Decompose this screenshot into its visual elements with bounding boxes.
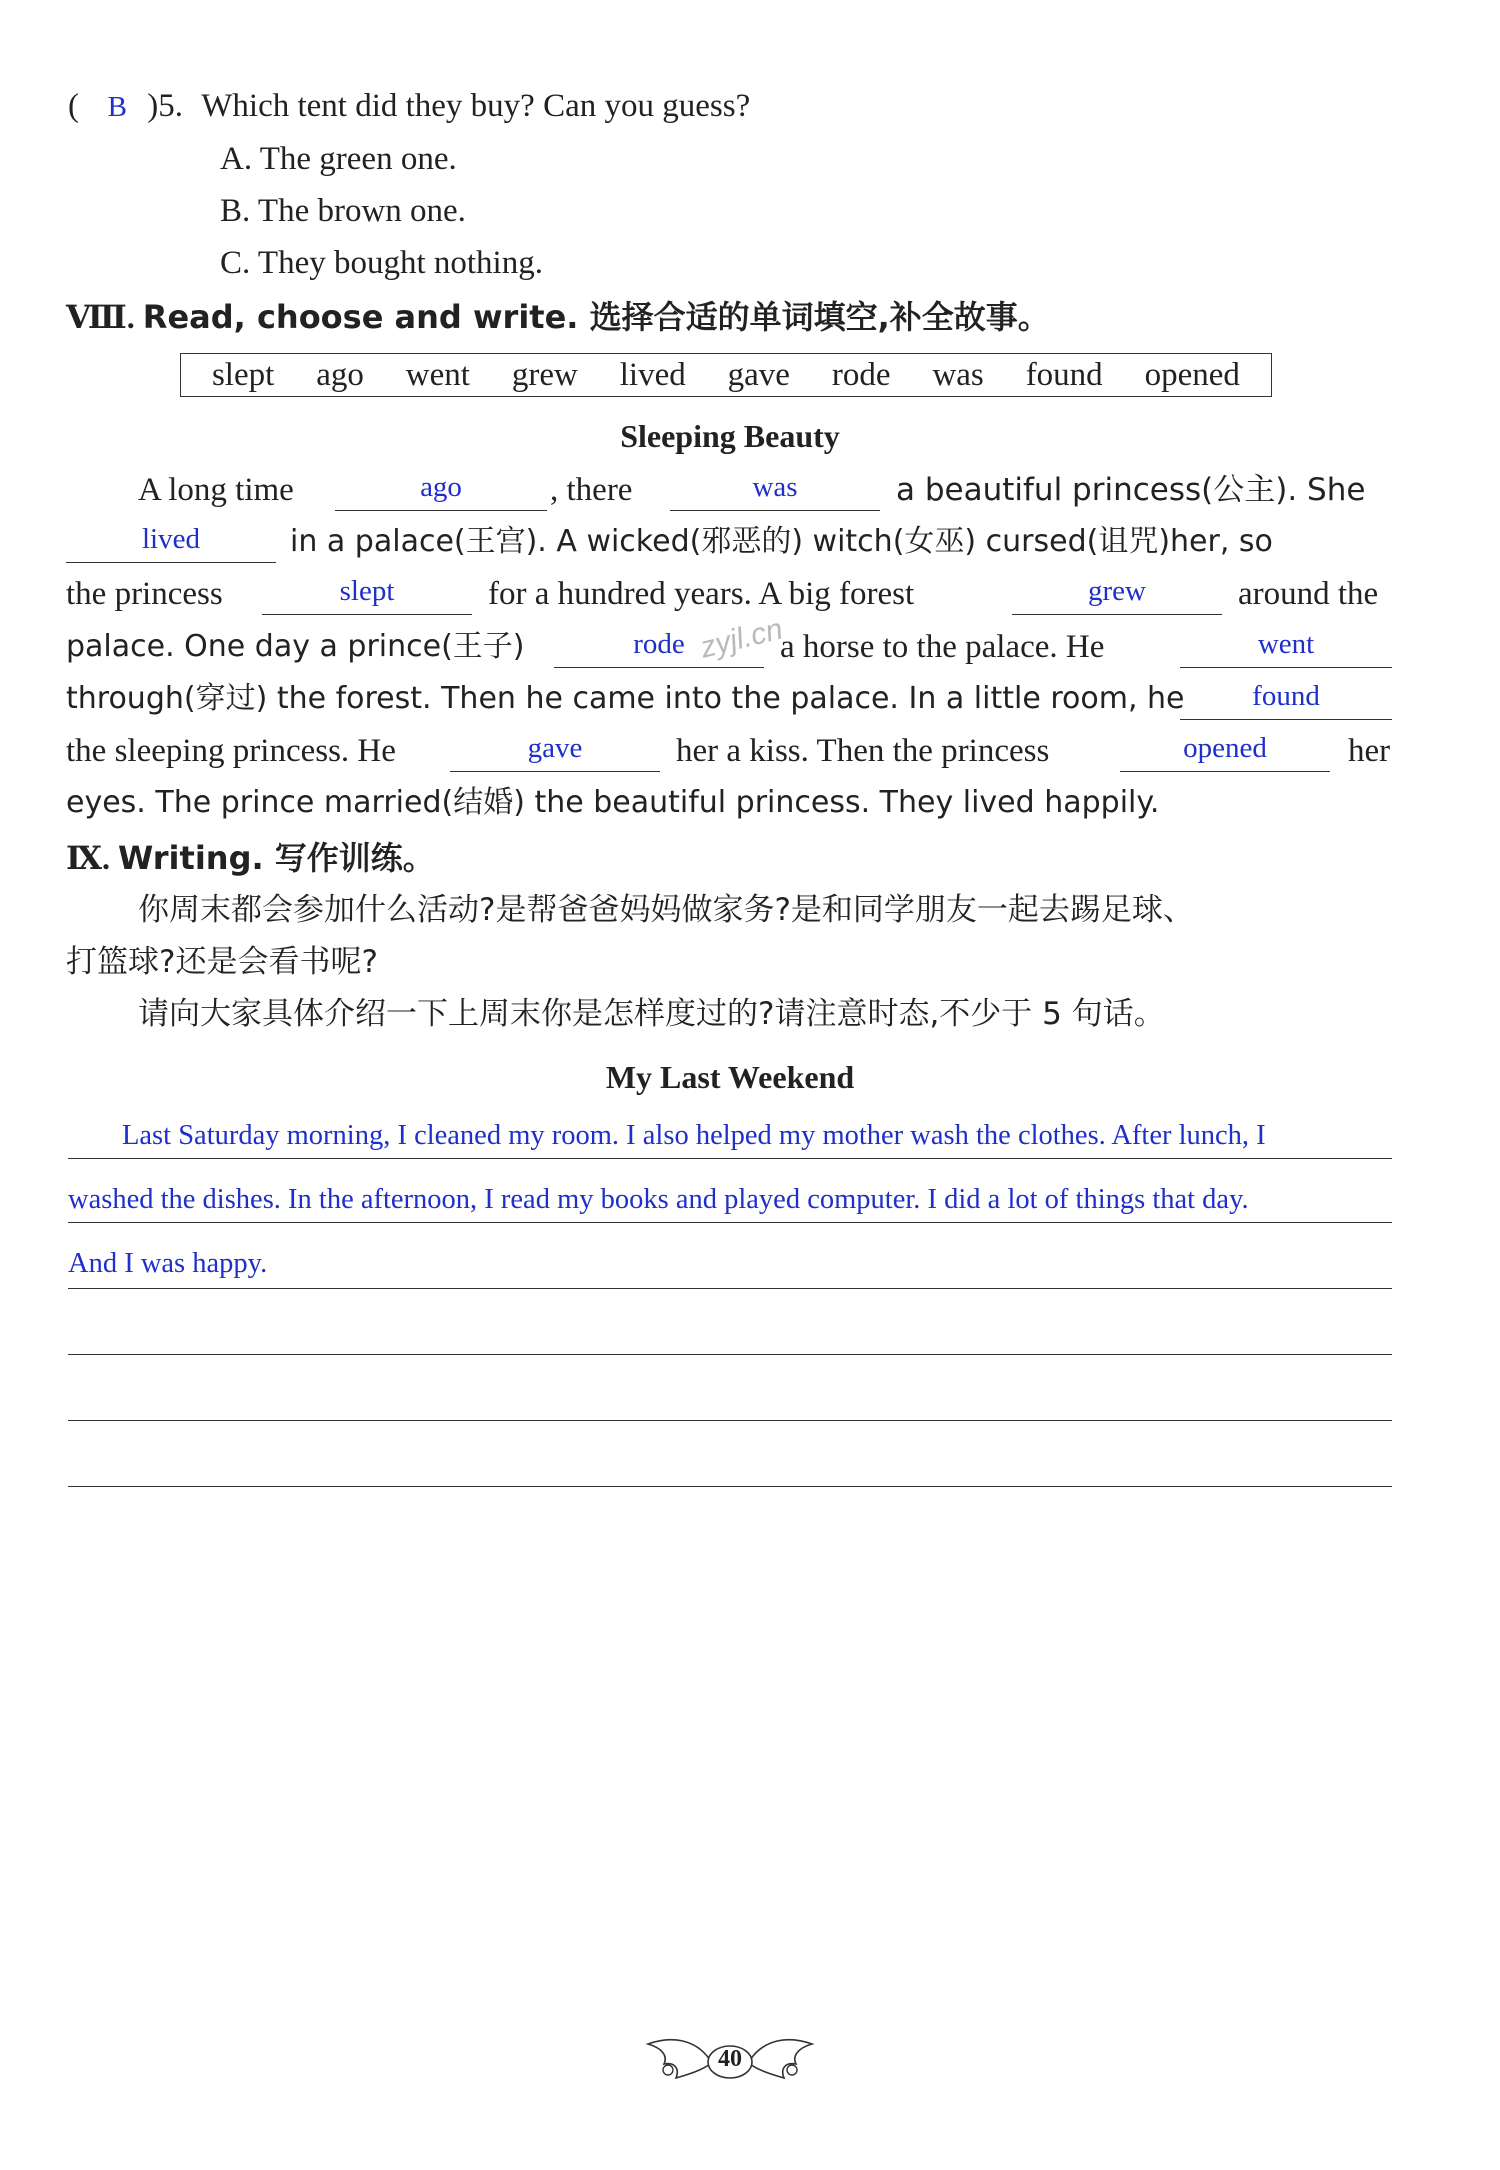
ruled-line [68, 1354, 1392, 1355]
word-bank-item: opened [1144, 356, 1240, 393]
writing-line: Last Saturday morning, I cleaned my room. I also helped my mother wash the clothes. After lunch, I [122, 1120, 1266, 1151]
ruled-line [68, 1158, 1392, 1159]
writing-prompt: 请向大家具体介绍一下上周末你是怎样度过的?请注意时态,不少于 5 句话。 [138, 996, 1165, 1032]
page-number-badge [640, 2028, 820, 2092]
story-text: her [1348, 733, 1391, 769]
blank-10 [1120, 725, 1330, 772]
story-text: a beautiful princess(公主). She [896, 472, 1366, 508]
writing-title: My Last Weekend [605, 1059, 855, 1095]
section-numeral: Ⅷ. [66, 299, 135, 335]
answer-blank-4: slept [339, 575, 395, 607]
answer-blank-8: found [1252, 680, 1320, 712]
ruled-line [68, 1222, 1392, 1223]
blank-3 [66, 516, 276, 563]
story-text: A long time [138, 472, 294, 508]
answer-blank-2: was [752, 471, 798, 503]
answer-blank-1: ago [420, 471, 462, 503]
question-text: Which tent did they buy? Can you guess? [201, 88, 751, 124]
answer-blank-7: went [1257, 628, 1315, 660]
answer-blank-3: lived [142, 523, 200, 555]
writing-prompt: 打篮球?还是会看书呢? [66, 944, 378, 980]
option-a: A. The green one. [220, 141, 457, 177]
writing-line: washed the dishes. In the afternoon, I read my books and played computer. I did a lot of things that day. [68, 1184, 1249, 1215]
question-number: )5. [147, 88, 183, 124]
section-8-heading [66, 297, 1050, 337]
answer-q5: B [107, 91, 127, 123]
word-bank-item: lived [619, 356, 686, 393]
word-bank-item: slept [211, 356, 275, 393]
story-text: for a hundred years. A big forest [488, 576, 915, 612]
story-text: the princess [66, 576, 223, 612]
blank-5 [1012, 568, 1222, 615]
ruled-line [68, 1288, 1392, 1289]
page-number: 40 [718, 2046, 742, 2072]
blank-2 [670, 464, 880, 511]
story-text: the sleeping princess. He [66, 733, 396, 769]
word-bank-item: found [1025, 356, 1103, 393]
ruled-line [68, 1486, 1392, 1487]
option-b: B. The brown one. [220, 193, 466, 229]
story-text: , there [550, 472, 633, 508]
word-bank-item: went [405, 356, 470, 393]
writing-prompt: 你周末都会参加什么活动?是帮爸爸妈妈做家务?是和同学朋友一起去踢足球、 [138, 892, 1194, 928]
word-bank-item: grew [511, 356, 578, 393]
story-text: a horse to the palace. He [780, 629, 1105, 665]
blank-1 [335, 464, 547, 511]
word-bank [180, 353, 1272, 397]
story-text: her a kiss. Then the princess [676, 733, 1050, 769]
paren-open: ( [68, 88, 79, 124]
story-text: palace. One day a prince(王子) [66, 629, 525, 664]
blank-7 [1180, 621, 1392, 668]
blank-4 [262, 568, 472, 615]
story-title: Sleeping Beauty [620, 418, 840, 454]
answer-blank-5: grew [1088, 575, 1146, 607]
word-bank-item: ago [316, 356, 364, 393]
story-text: around the [1238, 576, 1379, 612]
answer-blank-9: gave [527, 732, 583, 764]
word-bank-item: rode [831, 356, 891, 393]
option-c: C. They bought nothing. [220, 245, 543, 281]
story-text: eyes. The prince married(结婚) the beautiful princess. They lived happily. [66, 785, 1160, 820]
section-9-heading [66, 838, 435, 878]
writing-line: And I was happy. [68, 1248, 268, 1279]
answer-blank-6: rode [633, 628, 685, 660]
section-numeral: Ⅸ. [66, 840, 111, 876]
blank-8 [1180, 673, 1392, 720]
story-text: in a palace(王宫). A wicked(邪恶的) witch(女巫) cursed(诅咒)her, so [290, 524, 1273, 559]
story-text: through(穿过) the forest. Then he came into the palace. In a little room, he [66, 681, 1185, 716]
word-bank-item: gave [727, 356, 790, 393]
section-title: Writing. 写作训练。 [118, 839, 435, 877]
section-title: Read, choose and write. 选择合适的单词填空,补全故事。 [142, 298, 1050, 336]
answer-blank-10: opened [1183, 732, 1267, 764]
question-5 [68, 86, 750, 127]
ruled-line [68, 1420, 1392, 1421]
watermark: zyjl.cn [697, 612, 786, 665]
blank-9 [450, 725, 660, 772]
word-bank-item: was [932, 356, 984, 393]
